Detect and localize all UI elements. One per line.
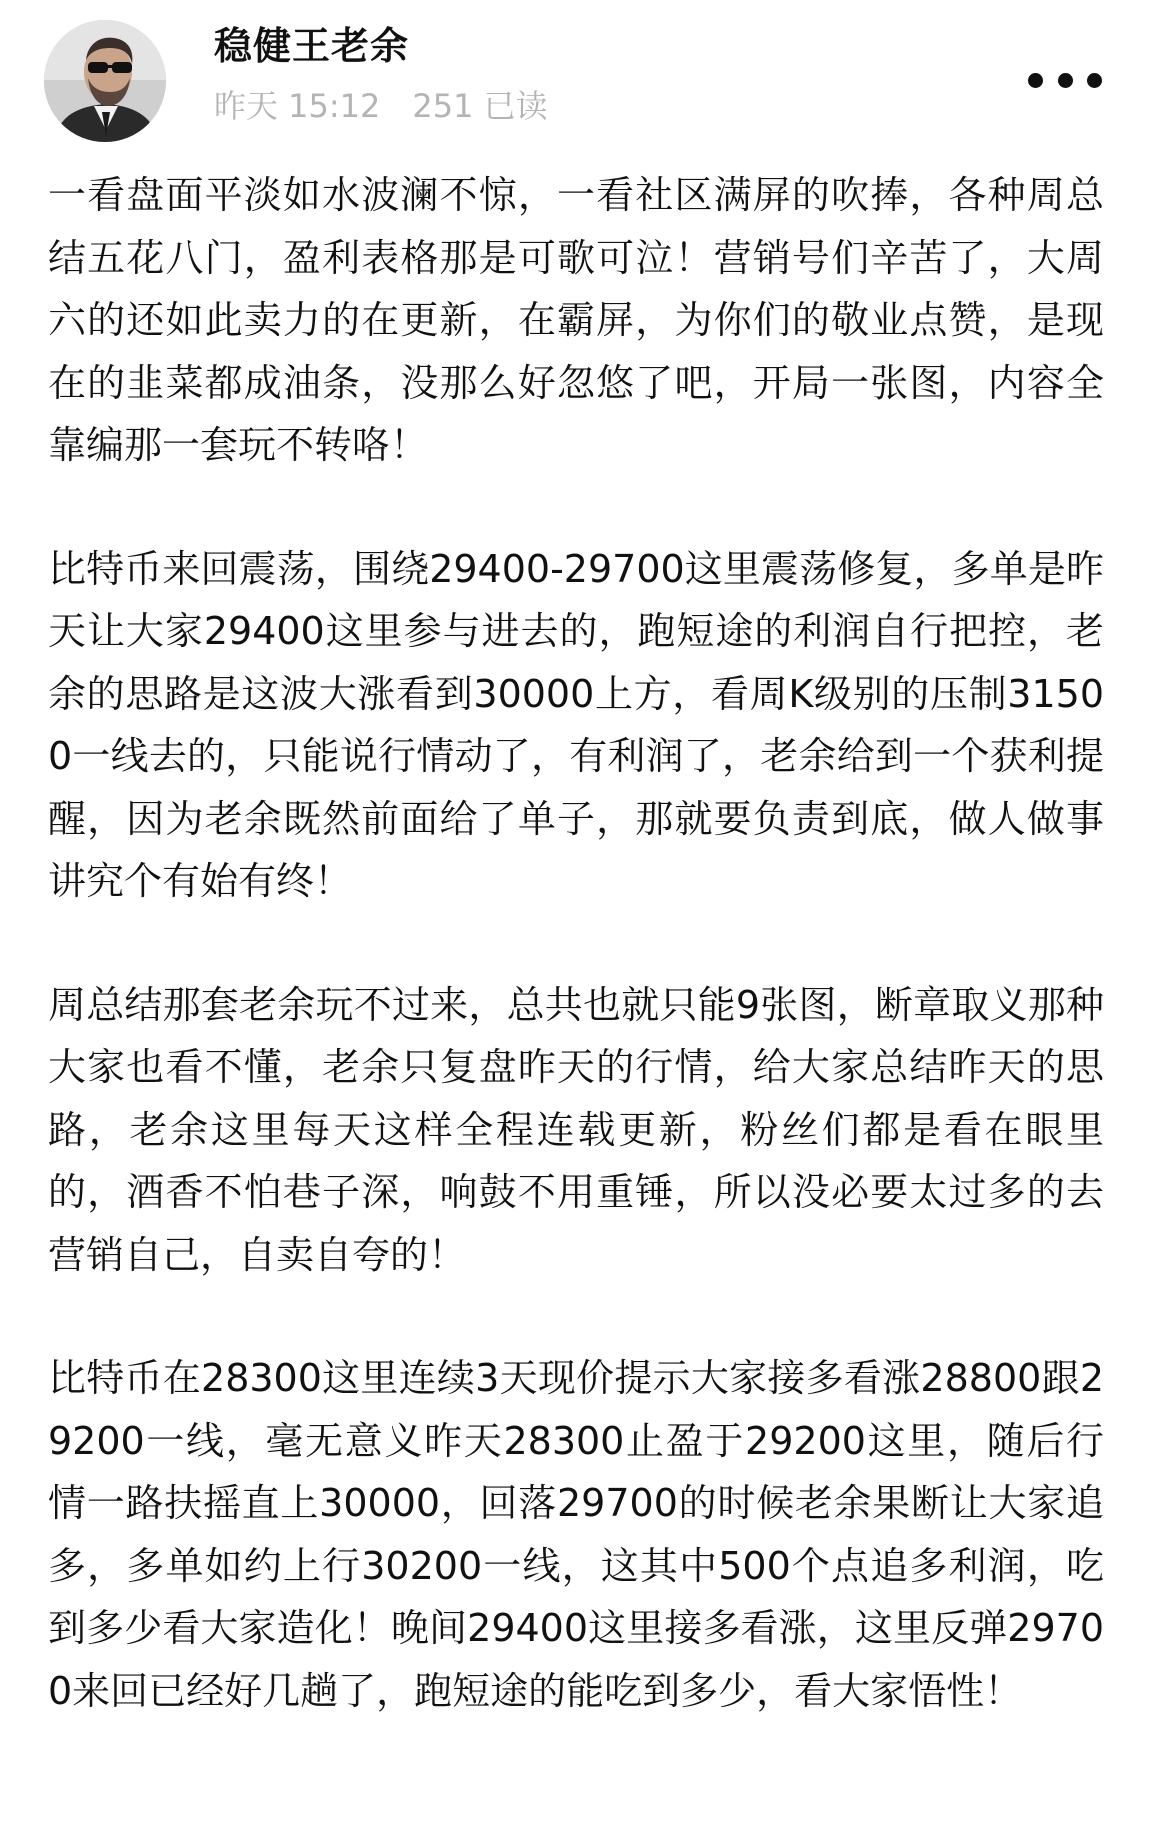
- post-meta: [214, 84, 548, 128]
- post-header: [0, 0, 1152, 160]
- more-dots-icon: [1028, 73, 1043, 88]
- post-paragraph: 比特币在28300这里连续3天现价提示大家接多看涨28800跟29200一线，毫无意义昨天28300止盈于29200这里，随后行情一路扶摇直上30000，回落29700的时候老余果断让大家追多，多单如约上行30200一线，这其中500个点追多利润，吃到多少看大家造化！晚间29400这里接多看涨，这里反弹29700来回已经好几趟了，跑短途的能吃到多少，看大家悟性！: [48, 1356, 1104, 1713]
- avatar-photo: [44, 20, 166, 142]
- more-options-button[interactable]: [1028, 62, 1102, 98]
- post-paragraph: 周总结那套老余玩不过来，总共也就只能9张图，断章取义那种大家也看不懂，老余只复盘昨天的行情，给大家总结昨天的思路，老余这里每天这样全程连载更新，粉丝们都是看在眼里的，酒香不怕巷子深，响鼓不用重锤，所以没必要太过多的去营销自己，自卖自夸的！: [48, 982, 1104, 1277]
- post-paragraph: 一看盘面平淡如水波澜不惊，一看社区满屏的吹捧，各种周总结五花八门，盈利表格那是可歌可泣！营销号们辛苦了，大周六的还如此卖力的在更新，在霸屏，为你们的敬业点赞，是现在的韭菜都成油条，没那么好忽悠了吧，开局一张图，内容全靠编那一套玩不转咯！: [48, 173, 1104, 467]
- author-avatar[interactable]: [44, 20, 166, 142]
- author-name[interactable]: 稳健王老余: [214, 24, 410, 68]
- post-body: [48, 164, 1104, 1783]
- more-dots-icon: [1058, 73, 1073, 88]
- post-paragraph: 比特币来回震荡，围绕29400-29700这里震荡修复，多单是昨天让大家29400这里参与进去的，跑短途的利润自行把控，老余的思路是这波大涨看到30000上方，看周K级别的压制31500一线去的，只能说行情动了，有利润了，老余给到一个获利提醒，因为老余既然前面给了单子，那就要负责到底，做人做事讲究个有始有终！: [48, 546, 1104, 903]
- more-dots-icon: [1087, 73, 1102, 88]
- read-count: 251 已读: [412, 87, 548, 125]
- post-time: 昨天 15:12: [214, 87, 381, 125]
